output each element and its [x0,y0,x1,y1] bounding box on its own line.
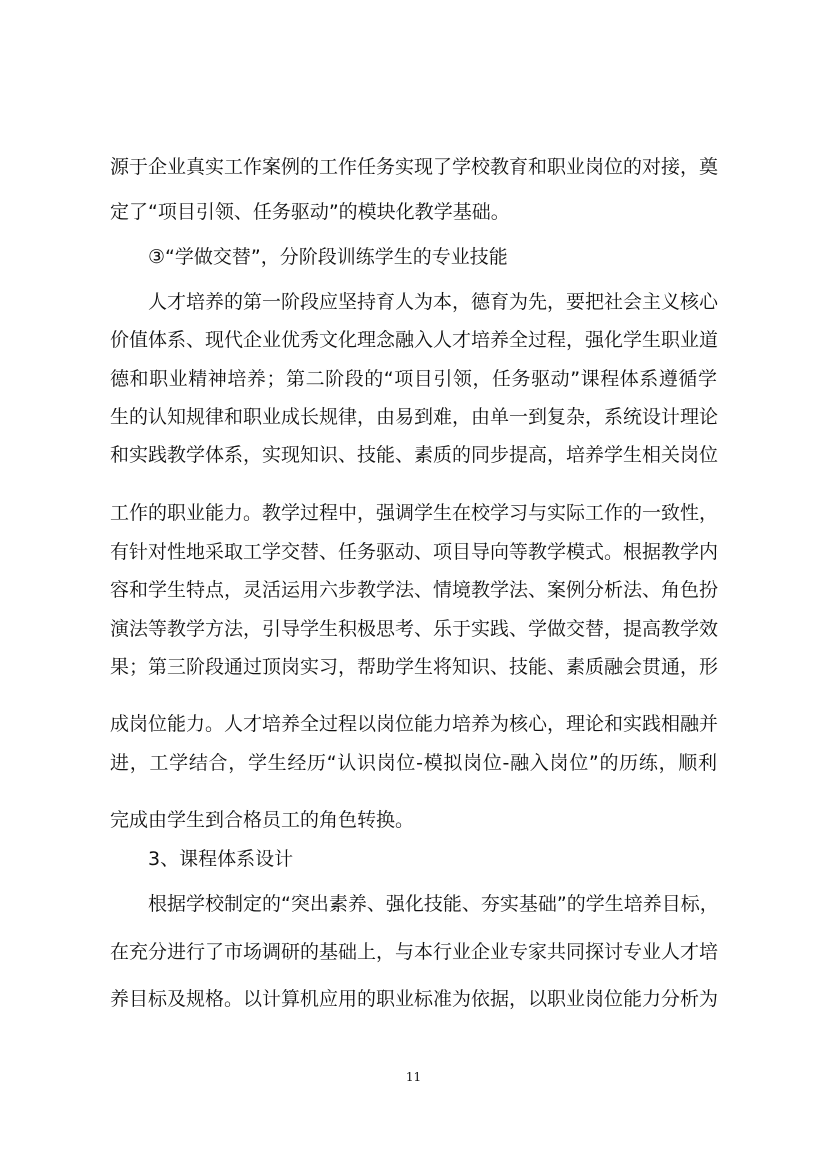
text-line: 和实践教学体系，实现知识、技能、素质的同步提高，培养学生相关岗位 [110,444,719,466]
text-line: 有针对性地采取工学交替、任务驱动、项目导向等教学模式。根据教学内 [110,541,719,563]
section-heading: ③“学做交替”，分阶段训练学生的专业技能 [148,246,508,268]
text-line: 果；第三阶段通过顶岗实习，帮助学生将知识、技能、素质融会贯通，形 [110,656,719,678]
text-line: 完成由学生到合格员工的角色转换。 [110,809,415,831]
text-line: 源于企业真实工作案例的工作任务实现了学校教育和职业岗位的对接，奠 [110,156,719,178]
text-line: 人才培养的第一阶段应坚持育人为本，德育为先，要把社会主义核心 [148,291,719,313]
text-line: 演法等教学方法，引导学生积极思考、乐于实践、学做交替，提高教学效 [110,618,719,640]
text-line: 养目标及规格。以计算机应用的职业标准为依据，以职业岗位能力分析为 [110,988,719,1010]
text-line: 定了“项目引领、任务驱动”的模块化教学基础。 [110,201,510,223]
text-line: 价值体系、现代企业优秀文化理念融入人才培养全过程，强化学生职业道 [110,329,719,351]
text-line: 德和职业精神培养；第二阶段的“项目引领，任务驱动”课程体系遵循学 [110,368,717,390]
text-line: 在充分进行了市场调研的基础上，与本行业企业专家共同探讨专业人才培 [110,941,719,963]
text-line: 工作的职业能力。教学过程中，强调学生在校学习与实际工作的一致性， [110,502,719,524]
page-number: 11 [405,1070,422,1084]
text-line: 进，工学结合，学生经历“认识岗位-模拟岗位-融入岗位”的历练，顺利 [110,752,717,774]
text-line: 根据学校制定的“突出素养、强化技能、夯实基础”的学生培养目标， [148,893,719,915]
section-heading: 3、课程体系设计 [148,848,294,870]
text-line: 生的认知规律和职业成长规律，由易到难，由单一到复杂，系统设计理论 [110,406,719,428]
text-line: 容和学生特点，灵活运用六步教学法、情境教学法、案例分析法、角色扮 [110,579,719,601]
text-line: 成岗位能力。人才培养全过程以岗位能力培养为核心，理论和实践相融并 [110,713,719,735]
